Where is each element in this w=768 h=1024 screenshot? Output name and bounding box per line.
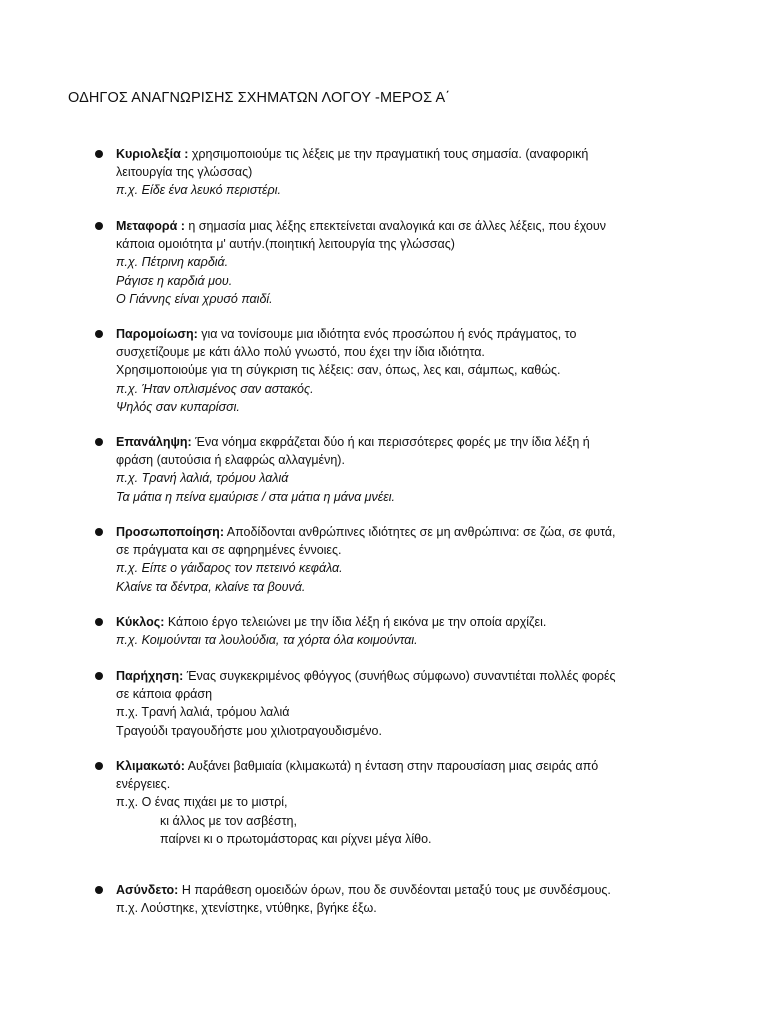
entry-term: Επανάληψη: — [116, 435, 192, 449]
entry-text — [116, 613, 696, 649]
bullet-icon — [95, 222, 103, 230]
entry-definition: συσχετίζουμε με κάτι άλλο πολύ γνωστό, που έχει την ίδια ιδιότητα. — [116, 345, 485, 360]
entry-text — [116, 325, 696, 416]
bullet-icon — [95, 528, 103, 536]
entry-example: π.χ. Ο ένας πιχάει με το μιστρί, — [116, 795, 288, 810]
entry-definition: Χρησιμοποιούμε για τη σύγκριση τις λέξεις: σαν, όπως, λες και, σάμπως, καθώς. — [116, 363, 561, 378]
entry-definition: ενέργειες. — [116, 777, 171, 792]
entry-term: Παρήχηση: — [116, 669, 184, 683]
entry-definition: η σημασία μιας λέξης επεκτείνεται αναλογικά και σε άλλες λέξεις, που έχουν — [184, 219, 606, 233]
entry-term: Παρομοίωση: — [116, 327, 198, 341]
entry-definition: Κάποιο έργο τελειώνει με την ίδια λέξη ή εικόνα με την οποία αρχίζει. — [164, 615, 547, 629]
entry-text — [116, 217, 696, 308]
entry-definition: Η παράθεση ομοειδών όρων, που δε συνδέονται μεταξύ τους με συνδέσμους. — [178, 883, 611, 897]
entry-definition: κάποια ομοιότητα μ' αυτήν.(ποιητική λειτουργία της γλώσσας) — [116, 237, 455, 252]
entry-example: π.χ. Κοιμούνται τα λουλούδια, τα χόρτα όλα κοιμούνται. — [116, 633, 418, 648]
entry-term: Κυριολεξία : — [116, 147, 189, 161]
entry-example: Ψηλός σαν κυπαρίσσι. — [116, 399, 240, 414]
entry-term: Ασύνδετο: — [116, 883, 179, 897]
entry-term: Κύκλος: — [116, 615, 165, 629]
entry-example: π.χ. Είπε ο γάιδαρος τον πετεινό κεφάλα. — [116, 561, 343, 576]
entry-definition: χρησιμοποιούμε τις λέξεις με την πραγματική τους σημασία. (αναφορική — [188, 147, 589, 161]
bullet-icon — [95, 886, 103, 894]
entry-example: π.χ. Είδε ένα λευκό περιστέρι. — [116, 183, 281, 198]
bullet-icon — [95, 618, 103, 626]
entry-example: π.χ. Λούστηκε, χτενίστηκε, ντύθηκε, βγήκε έξω. — [116, 901, 377, 916]
entry-text — [116, 145, 696, 200]
bullet-icon — [95, 150, 103, 158]
entry-example: π.χ. Ήταν οπλισμένος σαν αστακός. — [116, 381, 314, 396]
entry-definition: λειτουργία της γλώσσας) — [116, 165, 253, 180]
entry-example: Τραγούδι τραγουδήστε μου χιλιοτραγουδισμένο. — [116, 723, 382, 738]
entry-example: π.χ. Τρανή λαλιά, τρόμου λαλιά — [116, 705, 290, 720]
entry-text — [116, 757, 696, 848]
entry-term: Προσωποποίηση: — [116, 525, 224, 539]
entry-definition: σε κάποια φράση — [116, 687, 213, 702]
entry-definition: για να τονίσουμε μια ιδιότητα ενός προσώπου ή ενός πράγματος, το — [197, 327, 577, 341]
entry-definition: σε πράγματα και σε αφηρημένες έννοιες. — [116, 543, 342, 558]
entry-example: Ο Γιάννης είναι χρυσό παιδί. — [116, 291, 273, 306]
entry-example: Τα μάτια η πείνα εμαύρισε / στα μάτια η μάνα μνέει. — [116, 489, 396, 504]
bullet-icon — [95, 330, 103, 338]
entry-definition: Αυξάνει βαθμιαία (κλιμακωτά) η ένταση στην παρουσίαση μιας σειράς από — [184, 759, 599, 773]
entry-definition: Αποδίδονται ανθρώπινες ιδιότητες σε μη ανθρώπινα: σε ζώα, σε φυτά, — [223, 525, 616, 539]
entry-term: Κλιμακωτό: — [116, 759, 185, 773]
entry-example: Κλαίνε τα δέντρα, κλαίνε τα βουνά. — [116, 579, 306, 594]
bullet-icon — [95, 438, 103, 446]
bullet-icon — [95, 672, 103, 680]
entry-example: π.χ. Πέτρινη καρδιά. — [116, 255, 229, 270]
entry-definition: Ένας συγκεκριμένος φθόγγος (συνήθως σύμφωνο) συναντιέται πολλές φορές — [183, 669, 616, 683]
entry-definition: φράση (αυτούσια ή ελαφρώς αλλαγμένη). — [116, 453, 345, 468]
page-title: ΟΔΗΓΟΣ ΑΝΑΓΝΩΡΙΣΗΣ ΣΧΗΜΑΤΩΝ ΛΟΓΟΥ -ΜΕΡΟΣ Α΄ — [68, 90, 451, 106]
entry-definition: Ένα νόημα εκφράζεται δύο ή και περισσότερες φορές με την ίδια λέξη ή — [191, 435, 590, 449]
entry-example: κι άλλος με τον ασβέστη, — [160, 813, 297, 828]
entry-example: παίρνει κι ο πρωτομάστορας και ρίχνει μέγα λίθο. — [160, 831, 432, 846]
bullet-icon — [95, 762, 103, 770]
entry-text — [116, 667, 696, 740]
entry-example: Ράγισε η καρδιά μου. — [116, 273, 233, 288]
entry-example: π.χ. Τρανή λαλιά, τρόμου λαλιά — [116, 471, 289, 486]
entry-text — [116, 523, 696, 596]
entry-text — [116, 433, 696, 506]
entry-term: Μεταφορά : — [116, 219, 185, 233]
entry-text — [116, 881, 696, 917]
